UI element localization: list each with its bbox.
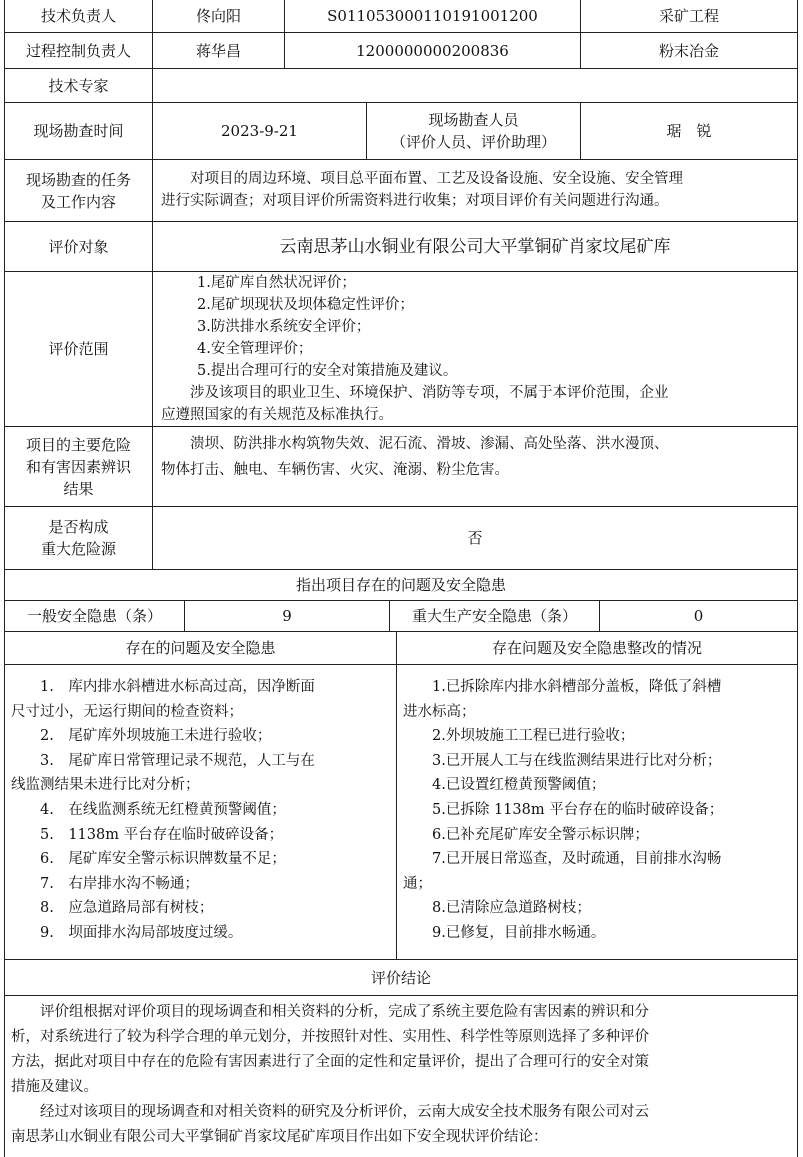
survey-staff-label-line1: 现场勘查人员	[428, 111, 519, 129]
survey-date: 2023-9-21	[152, 103, 366, 160]
row-evaluation-scope	[4, 272, 798, 427]
issue-line: 8. 应急道路局部有树枝；	[40, 900, 214, 917]
label-survey-task	[4, 160, 152, 222]
rectification-line: 5.已拆除 1138m 平台存在的临时破碎设备；	[432, 801, 724, 818]
evaluation-scope-content	[152, 272, 798, 427]
issues-header-left: 存在的问题及安全隐患	[4, 632, 396, 665]
issue-line: 6. 尾矿库安全警示标识牌数量不足；	[40, 851, 286, 868]
label-hazard-identification	[4, 427, 152, 507]
rectification-list	[403, 675, 791, 946]
label-technical-expert: 技术专家	[4, 69, 152, 103]
label-process-control-lead: 过程控制负责人	[4, 33, 152, 69]
scope-item: 5.提出合理可行的安全对策措施及建议。	[197, 363, 458, 379]
label-technical-lead: 技术负责人	[4, 0, 152, 33]
rectification-line: 进水标高；	[403, 703, 476, 720]
issue-line: 4. 在线监测系统无红橙黄预警阈值；	[40, 801, 286, 818]
evaluation-scope-note	[161, 382, 791, 426]
label-hazard-line2: 和有害因素辨识	[25, 457, 131, 476]
label-major-hazard-count: 重大生产安全隐患（条）	[389, 601, 599, 632]
conclusion-text	[11, 1000, 793, 1150]
issue-line: 尺寸过小，无运行期间的检查资料；	[11, 703, 243, 720]
row-issues-lists	[4, 665, 798, 960]
issue-line: 7. 右岸排水沟不畅通；	[40, 875, 199, 892]
conclusion-line: 南思茅山水铜业有限公司大平掌铜矿肖家坟尾矿库项目作出如下安全现状评价结论：	[11, 1129, 548, 1145]
issues-section-title: 指出项目存在的问题及安全隐患	[4, 570, 798, 601]
issue-line: 9. 坝面排水沟局部坡度过缓。	[40, 924, 243, 941]
rectification-line: 9.已修复，目前排水畅通。	[432, 924, 606, 941]
row-issues-header	[4, 632, 798, 665]
rectification-line: 通；	[403, 875, 432, 892]
scope-note-line1: 涉及该项目的职业卫生、环境保护、消防等专项，不属于本评价范围，企业	[190, 385, 669, 401]
row-hazard-identification	[4, 427, 798, 507]
rectification-line: 8.已清除应急道路树枝；	[432, 900, 591, 917]
label-evaluation-scope: 评价范围	[4, 272, 152, 427]
issues-list	[11, 675, 389, 946]
survey-staff-name: 琚 锐	[580, 103, 798, 160]
conclusion-title: 评价结论	[4, 960, 798, 996]
row-evaluation-object	[4, 222, 798, 272]
issue-line: 3. 尾矿库日常管理记录不规范，人工与在	[40, 752, 315, 769]
label-major-hazard-line1: 是否构成	[48, 518, 109, 536]
process-control-lead-field: 粉末冶金	[580, 33, 798, 69]
process-control-lead-code: 1200000000200836	[284, 33, 580, 69]
technical-expert-value	[152, 69, 798, 103]
conclusion-body	[4, 996, 798, 1157]
survey-task-line2: 进行实际调查；对项目评价所需资料进行收集；对项目评价有关问题进行沟通。	[161, 193, 669, 209]
major-hazard-source-value: 否	[152, 507, 798, 570]
rectification-line: 7.已开展日常巡查，及时疏通，目前排水沟畅	[432, 851, 722, 868]
technical-lead-name: 佟向阳	[152, 0, 284, 33]
conclusion-line: 评价组根据对评价项目的现场调查和相关资料的分析，完成了系统主要危险有害因素的辨识和分	[40, 1004, 649, 1020]
row-survey-time	[4, 103, 798, 160]
technical-lead-field: 采矿工程	[580, 0, 798, 33]
conclusion-line: 方法，据此对项目中存在的危险有害因素进行了全面的定性和定量评价，提出了合理可行的安全对策	[11, 1054, 649, 1070]
rectification-line: 4.已设置红橙黄预警阈值；	[432, 777, 606, 794]
label-hazard-line1: 项目的主要危险	[25, 435, 131, 454]
label-survey-time: 现场勘查时间	[4, 103, 152, 160]
issue-line: 1. 库内排水斜槽进水标高过高，因净断面	[40, 679, 315, 695]
label-major-hazard-line2: 重大危险源	[40, 540, 116, 558]
survey-task-content	[152, 160, 798, 222]
label-survey-task-line2: 及工作内容	[40, 192, 116, 211]
rectification-line: 1.已拆除库内排水斜槽部分盖板，降低了斜槽	[432, 679, 722, 695]
survey-staff-label-line2: （评价人员、评价助理）	[390, 133, 556, 151]
issue-line: 5. 1138m 平台存在临时破碎设备；	[40, 826, 284, 843]
hazard-line2: 物体打击、触电、车辆伤害、火灾、淹溺、粉尘危害。	[161, 462, 509, 478]
scope-item: 2.尾矿坝现状及坝体稳定性评价；	[197, 297, 414, 313]
issue-line: 2. 尾矿库外坝坡施工未进行验收；	[40, 728, 272, 745]
row-technical-lead	[4, 0, 798, 33]
major-hazard-count: 0	[599, 601, 798, 632]
process-control-lead-name: 蒋华昌	[152, 33, 284, 69]
label-evaluation-object: 评价对象	[4, 222, 152, 272]
survey-staff-label	[366, 103, 580, 160]
row-process-control-lead	[4, 33, 798, 69]
rectification-line: 6.已补充尾矿库安全警示标识牌；	[432, 826, 649, 843]
survey-task-text	[161, 168, 791, 212]
label-survey-task-line1: 现场勘查的任务	[25, 170, 131, 189]
row-conclusion-body	[4, 996, 798, 1157]
issues-left-column	[4, 665, 396, 960]
scope-item: 1.尾矿库自然状况评价；	[197, 275, 356, 291]
row-hazard-counts	[4, 601, 798, 632]
technical-lead-code: S011053000110191001200	[284, 0, 580, 33]
scope-note-line2: 应遵照国家的有关规范及标准执行。	[161, 407, 393, 423]
evaluation-scope-list	[197, 272, 787, 382]
row-conclusion-title	[4, 960, 798, 996]
label-general-hazard-count: 一般安全隐患（条）	[4, 601, 184, 632]
label-major-hazard-source	[4, 507, 152, 570]
general-hazard-count: 9	[184, 601, 389, 632]
row-survey-task	[4, 160, 798, 222]
row-major-hazard-source	[4, 507, 798, 570]
hazard-identification-content	[152, 427, 798, 507]
label-hazard-line3: 结果	[63, 479, 94, 498]
hazard-text	[161, 431, 791, 483]
rectification-line: 3.已开展人工与在线监测结果进行比对分析；	[432, 752, 722, 769]
rectification-line: 2.外坝坡施工工程已进行验收；	[432, 728, 635, 745]
scope-item: 3.防洪排水系统安全评价；	[197, 319, 371, 335]
row-technical-expert	[4, 69, 798, 103]
conclusion-line: 经过对该项目的现场调查和对相关资料的研究及分析评价，云南大成安全技术服务有限公司对云	[40, 1104, 649, 1120]
row-issues-section-title	[4, 570, 798, 601]
survey-task-line1: 对项目的周边环境、项目总平面布置、工艺及设备设施、安全设施、安全管理	[190, 171, 683, 187]
evaluation-object-value: 云南思茅山水铜业有限公司大平掌铜矿肖家坟尾矿库	[152, 222, 798, 272]
hazard-line1: 溃坝、防洪排水构筑物失效、泥石流、滑坡、渗漏、高处坠落、洪水漫顶、	[190, 436, 669, 452]
issue-line: 线监测结果未进行比对分析；	[11, 777, 200, 794]
issues-header-right: 存在问题及安全隐患整改的情况	[396, 632, 798, 665]
conclusion-line: 措施及建议。	[11, 1079, 98, 1095]
issues-right-column	[396, 665, 798, 960]
scope-item: 4.安全管理评价；	[197, 341, 313, 357]
conclusion-line: 析，对系统进行了较为科学合理的单元划分，并按照针对性、实用性、科学性等原则选择了多种评价	[11, 1029, 649, 1045]
